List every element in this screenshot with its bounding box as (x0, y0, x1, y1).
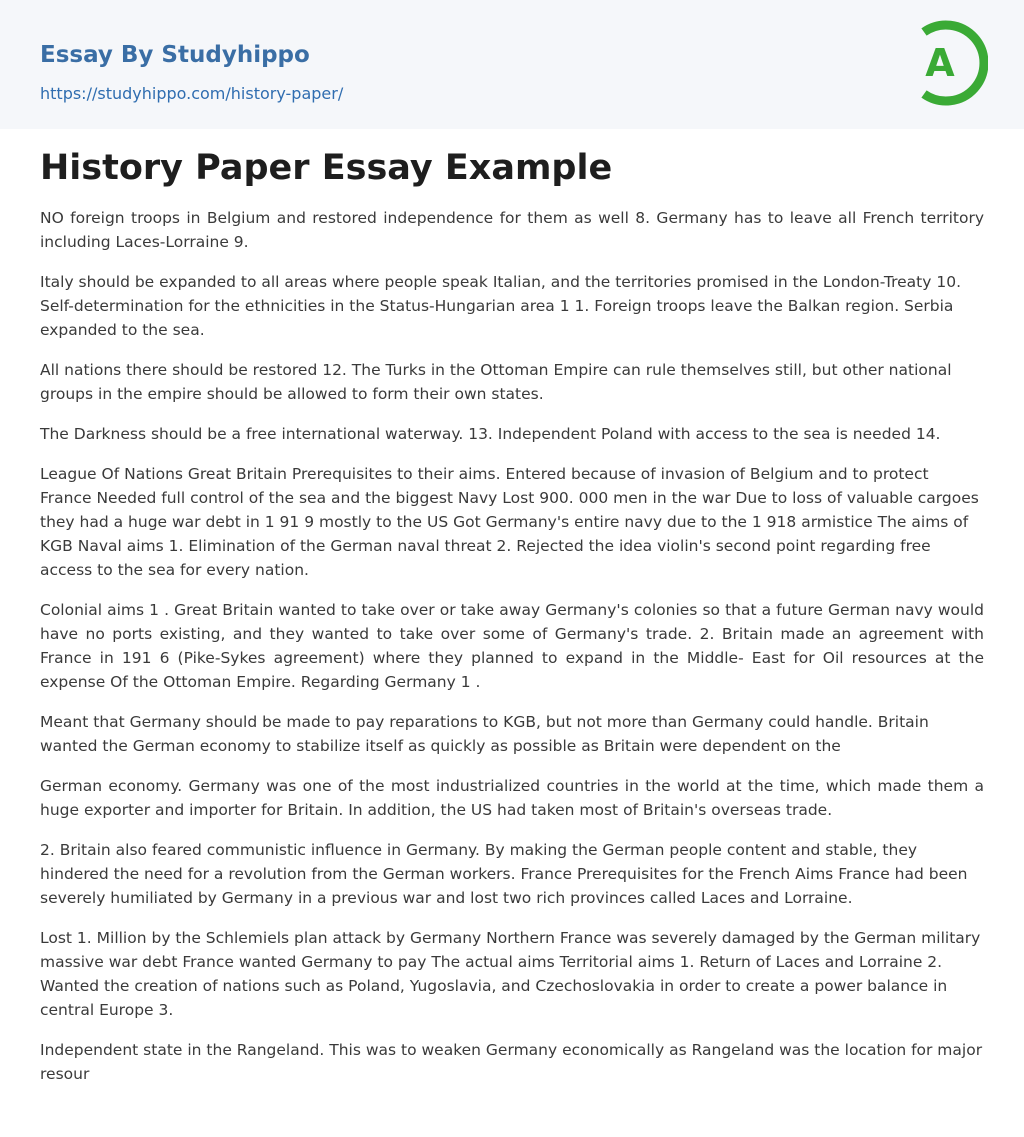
essay-paragraph: NO foreign troops in Belgium and restored independence for them as well 8. Germany has to leave all French territory including Laces-Lorraine 9. (40, 209, 984, 251)
site-header (0, 0, 1024, 129)
studyhippo-a-logo-icon[interactable] (912, 18, 988, 108)
page-title: History Paper Essay Example (40, 148, 613, 188)
essay-paragraph: All nations there should be restored 12. The Turks in the Ottoman Empire can rule themselves still, but other national groups in the empire should be allowed to form their own states. (40, 361, 952, 403)
essay-article (40, 140, 984, 1102)
essay-url-link[interactable]: https://studyhippo.com/history-paper/ (40, 84, 344, 103)
essay-paragraph: German economy. Germany was one of the most industrialized countries in the world at the time, which made them a huge exporter and importer for Britain. In addition, the US had taken most of Britain's overseas trade. (40, 777, 984, 819)
logo-letter: A (925, 41, 955, 85)
essay-paragraph: Independent state in the Rangeland. This was to weaken Germany economically as Rangeland was the location for major resour (40, 1041, 983, 1083)
essay-paragraph: Meant that Germany should be made to pay reparations to KGB, but not more than Germany could handle. Britain wanted the German economy to stabilize itself as quickly as possible as Britain were dependent on the (40, 713, 929, 755)
essay-paragraph: The Darkness should be a free international waterway. 13. Independent Poland with access to the sea is needed 14. (40, 425, 941, 443)
essay-paragraph: 2. Britain also feared communistic influence in Germany. By making the German people content and stable, they hindered the need for a revolution from the German workers. France Prerequisites for the French Aims France had been severely humiliated by Germany in a previous war and lost two rich provinces called Laces and Lorraine. (40, 841, 968, 907)
brand-title[interactable]: Essay By Studyhippo (40, 42, 310, 68)
essay-paragraph: Lost 1. Million by the Schlemiels plan attack by Germany Northern France was severely damaged by the German military massive war debt France wanted Germany to pay The actual aims Territorial aims 1. Return of Laces and Lorraine 2. Wanted the creation of nations such as Poland, Yugoslavia, and Czechoslovakia in order to create a power balance in central Europe 3. (40, 929, 981, 1019)
essay-paragraph: League Of Nations Great Britain Prerequisites to their aims. Entered because of invasion of Belgium and to protect France Needed full control of the sea and the biggest Navy Lost 900. 000 men in the war Due to loss of valuable cargoes they had a huge war debt in 1 91 9 mostly to the US Got Germany's entire navy due to the 1 918 armistice The aims of KGB Naval aims 1. Elimination of the German naval threat 2. Rejected the idea violin's second point regarding free access to the sea for every nation. (40, 465, 979, 579)
essay-paragraph: Colonial aims 1 . Great Britain wanted to take over or take away Germany's colonies so that a future German navy would have no ports existing, and they wanted to take over some of Germany's trade. 2. Britain made an agreement with France in 191 6 (Pike-Sykes agreement) where they planned to expand in the Middle- East for Oil resources at the expense Of the Ottoman Empire. Regarding Germany 1 . (40, 601, 984, 691)
essay-paragraph: Italy should be expanded to all areas where people speak Italian, and the territories promised in the London-Treaty 10. Self-determination for the ethnicities in the Status-Hungarian area 1 1. Foreign troops leave the Balkan region. Serbia expanded to the sea. (40, 273, 962, 339)
